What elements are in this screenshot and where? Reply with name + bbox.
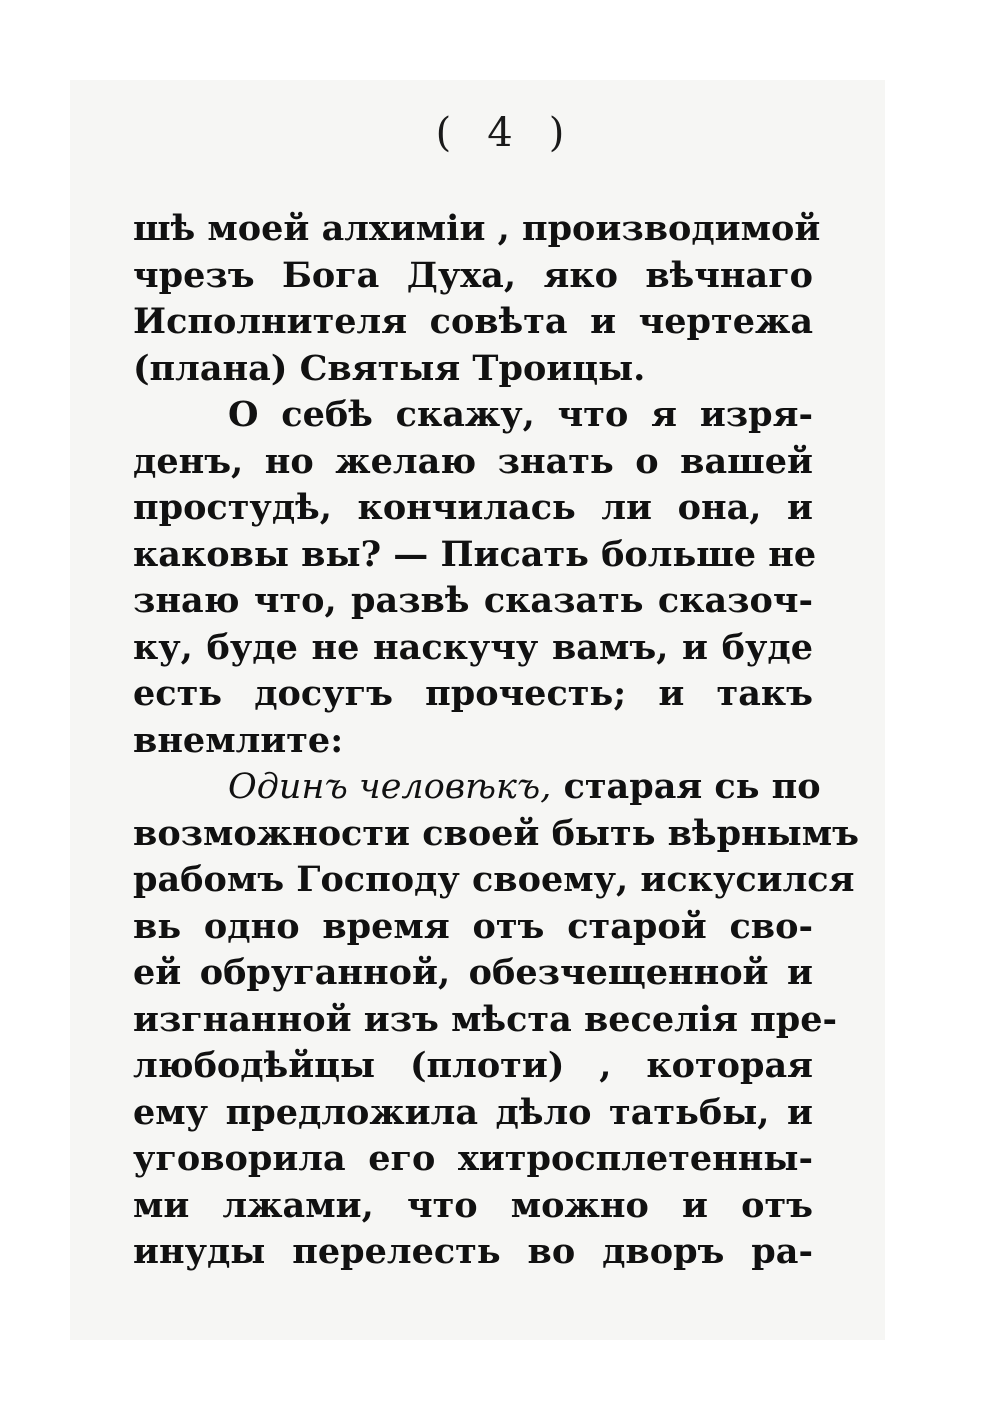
text-line: Исполнителя совѣта и чертежа — [133, 301, 813, 342]
text-line: есть досугъ прочесть; и такъ — [133, 673, 813, 714]
text-line: денъ, но желаю знать о вашей — [133, 440, 813, 482]
text-line: возможности своей быть вѣрнымъ — [133, 812, 859, 854]
text-line: знаю что, развѣ сказать сказоч- — [133, 580, 813, 621]
text-line: изгнанной изъ мѣста веселія пре- — [133, 998, 838, 1040]
text-line: шѣ моей алхиміи , производимой — [133, 208, 821, 249]
body-text — [133, 206, 859, 1276]
text-line: чрезъ Бога Духа, яко вѣчнаго — [133, 254, 813, 296]
paragraph-start-line — [133, 764, 821, 811]
text-line: (плана) Святыя Троицы. — [133, 347, 646, 389]
line-remainder: старая сь по — [563, 766, 821, 807]
text-line: ему предложила дѣло татьбы, и — [133, 1091, 813, 1133]
text-line: ку, буде не наскучу вамъ, и буде — [133, 626, 813, 668]
page-number-close-paren: ) — [548, 110, 565, 156]
page-number — [0, 110, 1000, 156]
page-number-value: 4 — [487, 110, 513, 156]
text-line: простудѣ, кончилась ли она, и — [133, 487, 813, 528]
text-line: ми лжами, что можно и отъ — [133, 1184, 813, 1226]
text-line: уговорила его хитросплетенны- — [133, 1138, 813, 1179]
text-line: внемлите: — [133, 719, 344, 761]
text-line: рабомъ Господу своему, искусился — [133, 859, 855, 900]
text-line: инуды перелесть во дворъ ра- — [133, 1231, 813, 1272]
text-line: каковы вы? — Писать больше не — [133, 533, 817, 575]
page-number-open-paren: ( — [435, 110, 452, 156]
text-line: любодѣйцы (плоти) , которая — [133, 1045, 813, 1086]
text-line: ей обруганной, обезчещенной и — [133, 952, 813, 993]
italic-phrase: Одинъ человѣкъ, — [228, 767, 552, 807]
text-line: вь одно время отъ старой сво- — [133, 905, 813, 947]
paragraph-start-line: О себѣ скажу, что я изря- — [228, 394, 813, 435]
